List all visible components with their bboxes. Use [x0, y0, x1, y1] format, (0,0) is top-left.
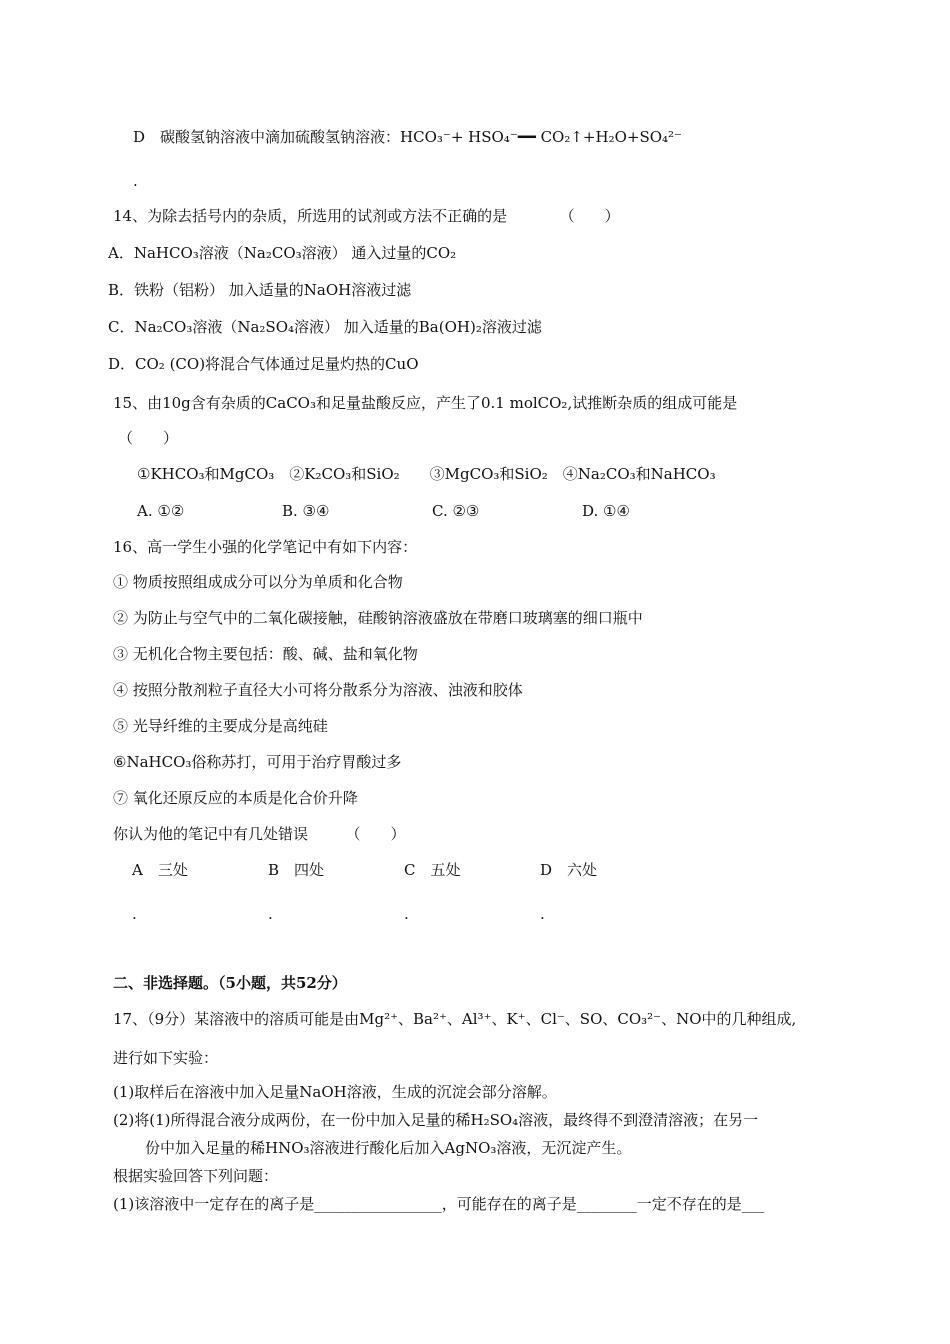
q16-question: 你认为他的笔记中有几处错误 （ ） — [113, 825, 406, 843]
q15-bracket: （ ） — [118, 429, 179, 447]
q14-option-d: D．CO₂ (CO)将混合气体通过足量灼热的CuO — [108, 355, 419, 373]
q15-option-d: D. ①④ — [582, 502, 630, 520]
q16-item-7: ⑦ 氧化还原反应的本质是化合价升降 — [113, 789, 358, 807]
q14-option-c: C．Na₂CO₃溶液（Na₂SO₄溶液） 加入适量的Ba(OH)₂溶液过滤 — [108, 318, 542, 336]
q17-step-2: (2)将(1)所得混合液分成两份，在一份中加入足量的稀H₂SO₄溶液，最终得不到澄清溶液；在另一 — [113, 1111, 759, 1129]
q16-item-6: ⑥NaHCO₃俗称苏打，可用于治疗胃酸过多 — [113, 753, 402, 771]
q16-option-a: A 三处 — [132, 861, 188, 879]
q16-item-3: ③ 无机化合物主要包括：酸、碱、盐和氧化物 — [113, 645, 418, 663]
q13-option-d: D 碳酸氢钠溶液中滴加硫酸氢钠溶液：HCO₃⁻+ HSO₄⁻━━ CO₂↑+H₂O+SO₄²⁻ — [133, 128, 682, 146]
q15-stem: 15、由10g含有杂质的CaCO₃和足量盐酸反应，产生了0.1 molCO₂,试推断杂质的组成可能是 — [113, 394, 738, 412]
q17-prompt: 根据实验回答下列问题： — [113, 1167, 279, 1185]
q14-option-b: B．铁粉（铝粉） 加入适量的NaOH溶液过滤 — [108, 281, 412, 299]
q16-dot-a: . — [132, 905, 137, 923]
q16-item-4: ④ 按照分散剂粒子直径大小可将分散系分为溶液、浊液和胶体 — [113, 681, 523, 699]
q15-option-c: C. ②③ — [432, 502, 480, 520]
q16-option-c: C 五处 — [404, 861, 461, 879]
q17-step-2-continued: 份中加入足量的稀HNO₃溶液进行酸化后加入AgNO₃溶液，无沉淀产生。 — [145, 1139, 632, 1157]
q17-stem-continued: 进行如下实验： — [113, 1049, 219, 1067]
q15-choices: ①KHCO₃和MgCO₃ ②K₂CO₃和SiO₂ ③MgCO₃和SiO₂ ④Na₂CO₃和NaHCO₃ — [137, 465, 716, 483]
q14-option-a: A．NaHCO₃溶液（Na₂CO₃溶液） 通入过量的CO₂ — [108, 244, 457, 262]
q16-item-1: ① 物质按照组成成分可以分为单质和化合物 — [113, 573, 403, 591]
q17-step-1: (1)取样后在溶液中加入足量NaOH溶液，生成的沉淀会部分溶解。 — [113, 1083, 557, 1101]
section-heading: 二、非选择题。（5小题，共52分） — [113, 974, 347, 992]
q16-dot-c: . — [404, 905, 409, 923]
q17-stem: 17、（9分）某溶液中的溶质可能是由Mg²⁺、Ba²⁺、Al³⁺、K⁺、Cl⁻、SO、CO₃²⁻、NO中的几种组成, — [113, 1010, 797, 1028]
q16-dot-b: . — [268, 905, 273, 923]
q13-dot: . — [133, 172, 138, 190]
q16-stem: 16、高一学生小强的化学笔记中有如下内容： — [113, 538, 418, 556]
q16-item-2: ② 为防止与空气中的二氧化碳接触，硅酸钠溶液盛放在带磨口玻璃塞的细口瓶中 — [113, 609, 643, 627]
q15-option-b: B. ③④ — [282, 502, 330, 520]
q16-option-d: D 六处 — [540, 861, 598, 879]
q14-stem: 14、为除去括号内的杂质，所选用的试剂或方法不正确的是 （ ） — [113, 207, 620, 225]
q16-item-5: ⑤ 光导纤维的主要成分是高纯硅 — [113, 717, 328, 735]
q15-option-a: A. ①② — [137, 502, 185, 520]
q17-subquestion-1: (1)该溶液中一定存在的离子是_________________，可能存在的离子是________一定不存在的是___ — [113, 1195, 765, 1213]
q16-dot-d: . — [540, 905, 545, 923]
q16-option-b: B 四处 — [268, 861, 325, 879]
